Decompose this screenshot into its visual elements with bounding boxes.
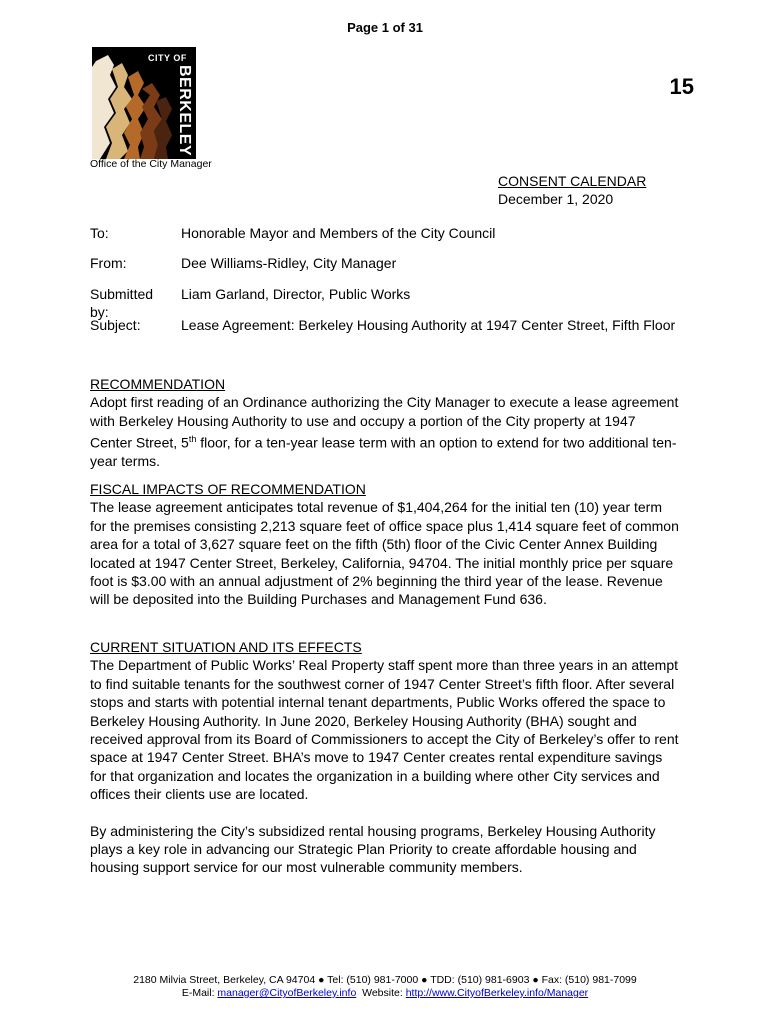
footer-address: 2180 Milvia Street, Berkeley, CA 94704 ● Tel: (510) 981-7000 ● TDD: (510) 981-6903 ● Fax: (510) 981-7099	[133, 974, 637, 986]
office-name: Office of the City Manager	[90, 158, 212, 170]
to-label: To:	[90, 225, 109, 241]
current-para-1: The Department of Public Works’ Real Property staff spent more than three years in an attempt to find suitable tenants for the southwest corner of 1947 Center Street’s fifth floor. After several stops and starts with potential internal tenant departments, Public Works offered the space to Berkeley Housing Authority. In June 2020, Berkeley Housing Authority (BHA) sought and received approval from its Board of Commissioners to accept the City of Berkeley’s offer to rent space at 1947 Center Street. BHA’s move to 1947 Center creates rental expenditure savings for that organization and locates the organization in a building where other City services and offices their clients use are located.	[90, 657, 679, 803]
website-label: Website:	[356, 987, 406, 999]
subject-value: Lease Agreement: Berkeley Housing Authority at 1947 Center Street, Fifth Floor	[181, 317, 676, 333]
logo-berkeley-text: BERKELEY	[176, 65, 193, 157]
footer	[0, 974, 770, 1000]
submitted-value: Liam Garland, Director, Public Works	[181, 286, 411, 302]
current-section	[90, 638, 680, 877]
current-para-2: By administering the City’s subsidized rental housing programs, Berkeley Housing Authority plays a key role in advancing our Strategic Plan Priority to create affordable housing and housing support service for our most vulnerable community members.	[90, 822, 656, 876]
recommendation-text: Adopt first reading of an Ordinance authorizing the City Manager to execute a lease agreement with Berkeley Housing Authority to use and occupy a portion of the City property at 1947 Center Street, 5th floor, for a ten-year lease term with an option to extend for two additional ten-year terms.	[90, 394, 679, 470]
meeting-date: December 1, 2020	[498, 191, 614, 207]
to-value: Honorable Mayor and Members of the City Council	[181, 225, 496, 241]
subject-label: Subject:	[90, 317, 141, 333]
footer-contact	[0, 987, 770, 1000]
page-number: Page 1 of 31	[347, 20, 423, 35]
recommendation-section	[90, 375, 680, 471]
fiscal-heading: FISCAL IMPACTS OF RECOMMENDATION	[90, 481, 366, 497]
submitted-label: Submitted by:	[90, 286, 154, 320]
fiscal-section	[90, 480, 680, 609]
fiscal-text: The lease agreement anticipates total revenue of $1,404,264 for the initial ten (10) year term for the premises consisting 2,213 square feet of office space plus 1,414 square feet of common area for a total of 3,627 square feet on the fifth (5th) floor of the Civic Center Annex Building located at 1947 Center Street, Berkeley, California, 94704. The initial monthly price per square foot is $3.00 with an annual adjustment of 2% beginning the third year of the lease. Revenue will be deposited into the Building Purchases and Management Fund 636.	[90, 499, 679, 608]
from-value: Dee Williams-Ridley, City Manager	[181, 255, 397, 271]
logo-city-of-text: CITY OF	[148, 53, 187, 63]
calendar-block	[498, 172, 646, 208]
consent-calendar-heading: CONSENT CALENDAR	[498, 173, 647, 189]
recommendation-heading: RECOMMENDATION	[90, 376, 226, 392]
email-label: E-Mail:	[181, 987, 218, 999]
city-logo	[92, 47, 196, 159]
website-link[interactable]: http://www.CityofBerkeley.info/Manager	[405, 987, 589, 999]
current-heading: CURRENT SITUATION AND ITS EFFECTS	[90, 639, 362, 655]
email-link[interactable]: manager@CityofBerkeley.info	[217, 987, 357, 999]
from-label: From:	[90, 255, 127, 271]
agenda-item-number: 15	[669, 74, 694, 99]
